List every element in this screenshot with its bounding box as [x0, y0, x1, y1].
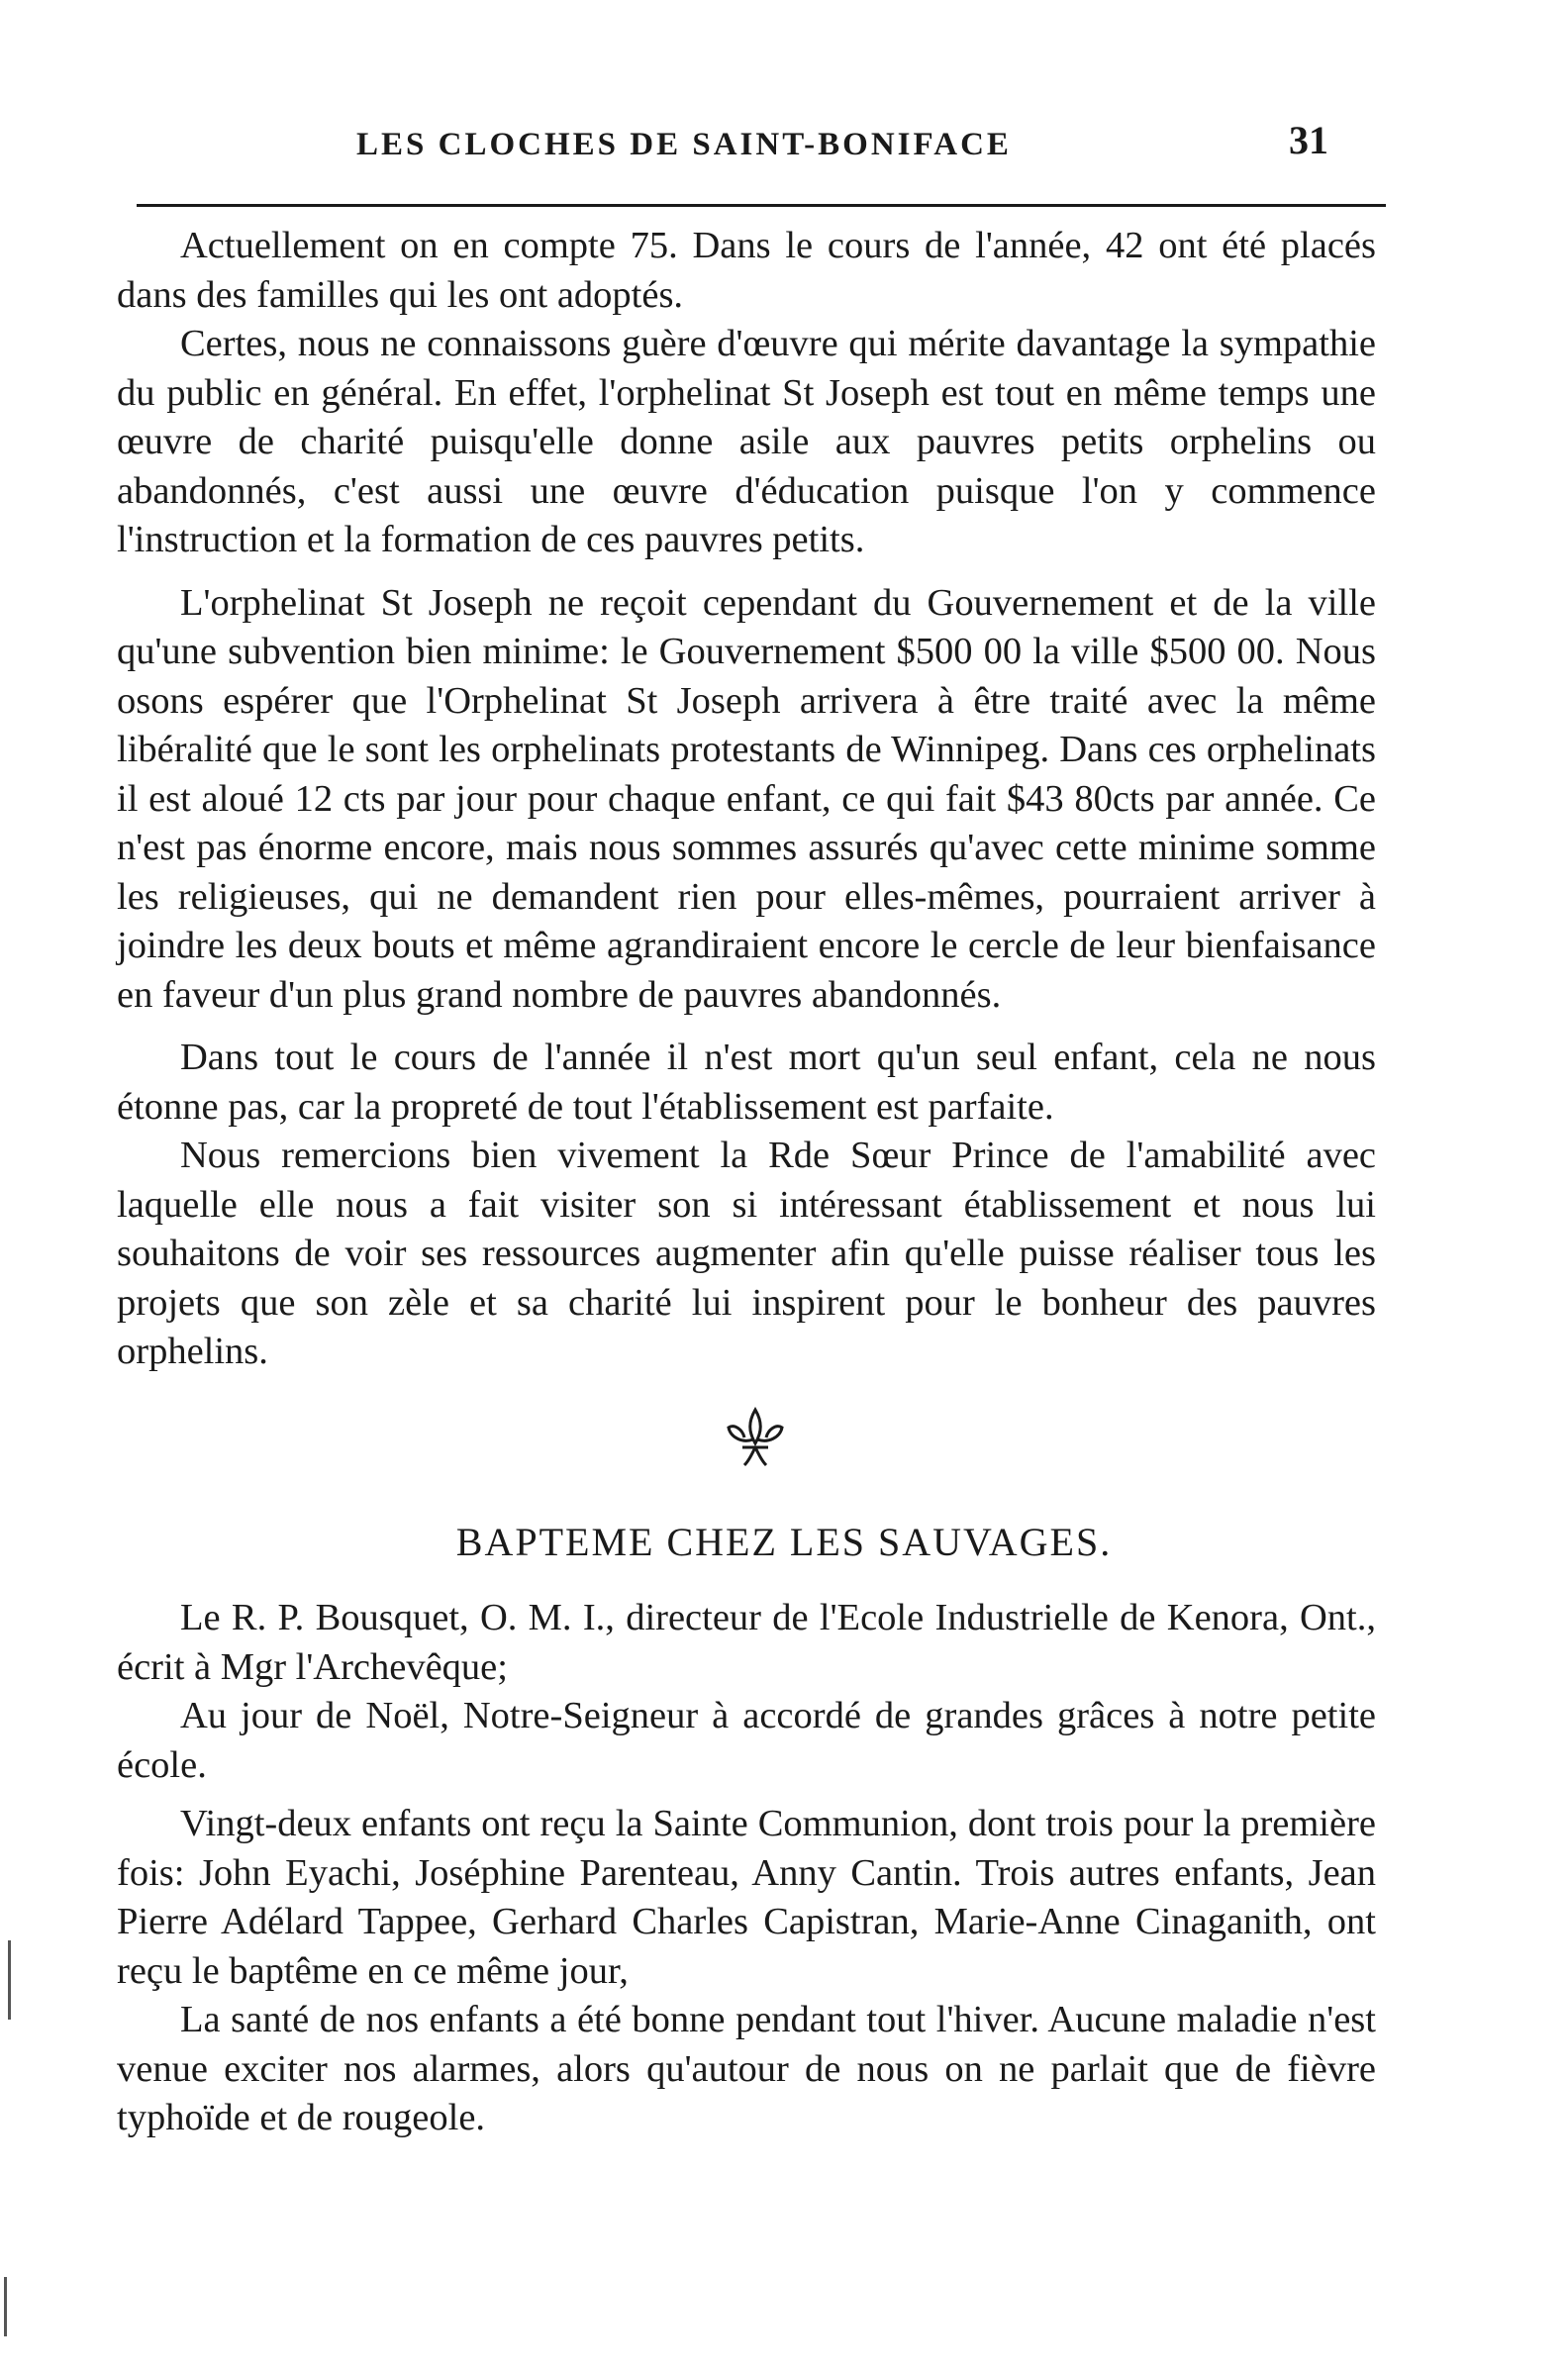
scan-edge-mark — [4, 2277, 7, 2336]
paragraph: Actuellement on en compte 75. Dans le cours de l'année, 42 ont été placés dans des familles qui les ont adoptés. — [117, 225, 1376, 316]
paragraph: La santé de nos enfants a été bonne pendant tout l'hiver. Aucune maladie n'est venue exciter nos alarmes, alors qu'autour de nous on ne parlait que de fièvre typhoïde et de rougeole. — [117, 1999, 1376, 2138]
paragraph: L'orphelinat St Joseph ne reçoit cependant du Gouvernement et de la ville qu'une subvention bien minime: le Gouvernement $500 00 la ville $500 00. Nous osons espérer que l'Orphelinat St Joseph arrivera à être traité avec la même libéralité que le sont les orphelinats protestants de Winnipeg. Dans ces orphelinats il est aloué 12 cts par jour pour chaque enfant, ce qui fait $43 80cts par année. Ce n'est pas énorme encore, mais nous sommes assurés qu'avec cette minime somme les religieuses, qui ne demandent rien pour elles-mêmes, pourraient arriver à joindre les deux bouts et même agrandiraient encore le cercle de leur bienfaisance en faveur d'un plus grand nombre de pauvres abandonnés. — [117, 581, 1376, 1016]
section-title: BAPTEME CHEZ LES SAUVAGES. — [455, 1520, 1113, 1564]
fleur-de-lis-icon — [721, 1404, 790, 1473]
scan-edge-mark — [8, 1940, 11, 2020]
page-number: 31 — [1289, 118, 1328, 162]
orphelinat-article — [117, 222, 1376, 1377]
paragraph: Le R. P. Bousquet, O. M. I., directeur de l'Ecole Industrielle de Kenora, Ont., écrit à Mgr l'Archevêque; — [117, 1597, 1376, 1688]
paragraph: Au jour de Noël, Notre-Seigneur à accordé de grandes grâces à notre petite école. — [117, 1695, 1376, 1786]
paragraph: Dans tout le cours de l'année il n'est mort qu'un seul enfant, cela ne nous étonne pas, car la propreté de tout l'établissement est parfaite. — [117, 1037, 1376, 1128]
paragraph: Nous remercions bien vivement la Rde Sœur Prince de l'amabilité avec laquelle elle nous a fait visiter son si intéressant établissement et nous lui souhaitons de voir ses ressources augmenter afin qu'elle puisse réaliser tous les projets que son zèle et sa charité lui inspirent pour le bonheur des pauvres orphelins. — [117, 1135, 1376, 1372]
paragraph: Vingt-deux enfants ont reçu la Sainte Communion, dont trois pour la première fois: John Eyachi, Joséphine Parenteau, Anny Cantin. Trois autres enfants, Jean Pierre Adélard Tappee, Gerhard Charles Capistran, Marie-Anne Cinaganith, ont reçu le baptême en ce même jour, — [117, 1803, 1376, 1992]
running-title: LES CLOCHES DE SAINT-BONIFACE — [356, 127, 1012, 162]
header-rule — [137, 204, 1386, 207]
paragraph: Certes, nous ne connaissons guère d'œuvre qui mérite davantage la sympathie du public en général. En effet, l'orphelinat St Joseph est tout en même temps une œuvre de charité puisqu'elle donne asile aux pauvres petits orphelins ou abandonnés, c'est aussi une œuvre d'éducation puisque l'on y commence l'instruction et la formation de ces pauvres petits. — [117, 323, 1376, 560]
bapteme-article — [117, 1594, 1376, 2143]
